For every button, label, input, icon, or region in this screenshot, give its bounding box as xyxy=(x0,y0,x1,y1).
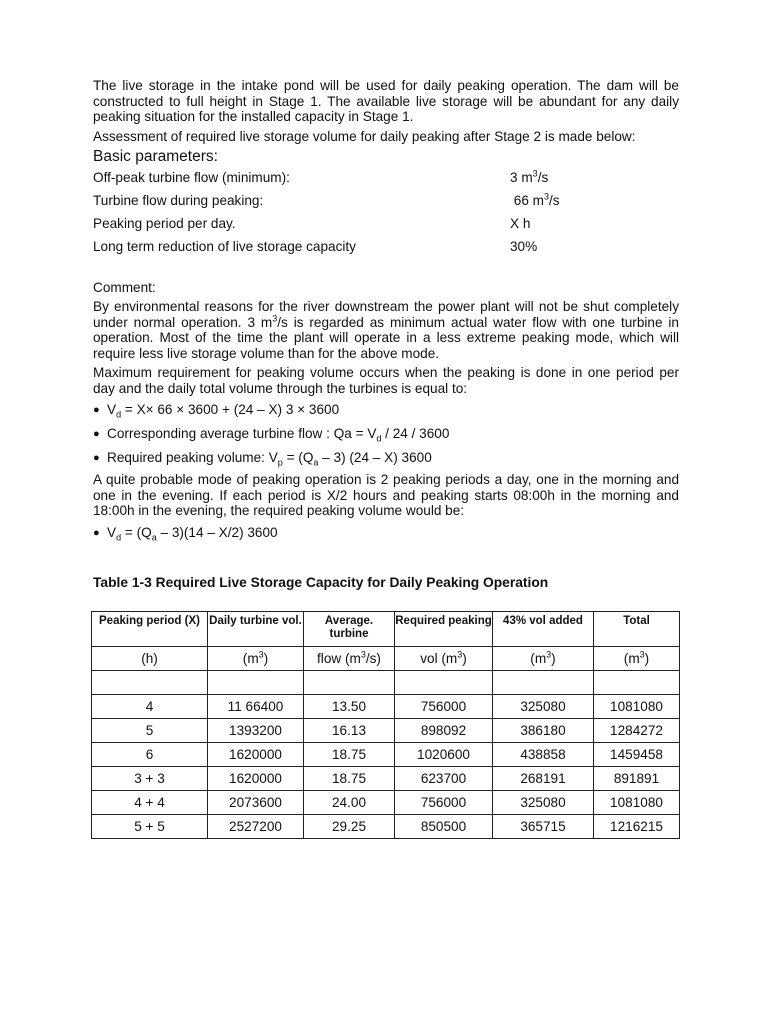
table-cell: 3 + 3 xyxy=(92,767,208,791)
two-period-paragraph: A quite probable mode of peaking operation is 2 peaking periods a day, one in the morning and one in the evening. If each period is X/2 hours and peaking starts 08:00h in the morning and 18:00h in the evening, the required peaking volume would be: xyxy=(93,472,679,518)
unit-cell: vol $(m^3)$ xyxy=(395,647,493,671)
table-row xyxy=(92,815,680,839)
table-header-row xyxy=(92,612,680,647)
table-cell: 13.50 xyxy=(304,695,395,719)
unit-cell: $(m^3)$ xyxy=(493,647,594,671)
parameter-row xyxy=(93,216,679,239)
table-cell: 386180 xyxy=(493,719,594,743)
table-cell: 1620000 xyxy=(208,743,304,767)
unit-cell: (h) xyxy=(92,647,208,671)
table-cell: 1284272 xyxy=(594,719,680,743)
table-cell: 850500 xyxy=(395,815,493,839)
table-cell: 24.00 xyxy=(304,791,395,815)
intro-paragraph: The live storage in the intake pond will be used for daily peaking operation. The dam will be constructed to full height in Stage 1. The available live storage will be abundant for any daily peaking situation for the installed capacity in Stage 1. xyxy=(93,78,679,124)
parameter-value: 66 $m^3/s$ xyxy=(510,190,560,208)
table-cell: 268191 xyxy=(493,767,594,791)
parameter-label: Long term reduction of live storage capacity xyxy=(93,238,356,254)
table-cell: 5 + 5 xyxy=(92,815,208,839)
unit-cell: $(m^3)$ xyxy=(594,647,680,671)
document-body xyxy=(93,78,679,590)
table-row xyxy=(92,695,680,719)
table-cell: 1081080 xyxy=(594,791,680,815)
table-cell: 1216215 xyxy=(594,815,680,839)
table-row xyxy=(92,743,680,767)
column-header: Average. turbine xyxy=(304,612,395,647)
table-cell: 11 66400 xyxy=(208,695,304,719)
parameter-value: 3 $m^3/s$ xyxy=(510,167,549,185)
formula-two-period-volume: ● $V_d = (Q_a - 3)(14 - X/2)$ 3600 xyxy=(93,524,278,543)
table-body xyxy=(92,695,680,839)
formula-daily-volume: ● $V_d = X\times 66 \times 3600 + (24 - X) 3 \times 3600$ xyxy=(93,402,340,420)
parameters-list xyxy=(93,167,679,262)
parameter-row xyxy=(93,190,679,216)
table-cell: 16.13 xyxy=(304,719,395,743)
comment-paragraph: By environmental reasons for the river downstream the power plant will not be shut completely under normal operation. 3 $m^3/s$ is regarded as minimum actual water flow with one turbine in operation. Most of the time the plant will operate in a less extreme peaking mode, which will require less live storage volume than for the above mode. xyxy=(93,299,679,361)
unit-cell: $(m^3)$ xyxy=(208,647,304,671)
parameter-label: Turbine flow during peaking: xyxy=(93,192,264,208)
table-cell: 623700 xyxy=(395,767,493,791)
column-header: 43% vol added xyxy=(493,612,594,647)
table-row xyxy=(92,791,680,815)
table-empty-row xyxy=(92,671,680,695)
maximum-requirement-paragraph: Maximum requirement for peaking volume occurs when the peaking is done in one period per day and the daily total volume through the turbines is equal to: xyxy=(93,365,679,396)
column-header: Required peaking xyxy=(395,612,493,647)
bullet-icon: ● xyxy=(93,404,100,416)
parameter-row xyxy=(93,167,679,193)
table-title: Table 1-3 Required Live Storage Capacity for Daily Peaking Operation xyxy=(93,574,549,590)
table-cell: 2527200 xyxy=(208,815,304,839)
table-cell: 365715 xyxy=(493,815,594,839)
table-cell: 4 xyxy=(92,695,208,719)
table-cell: 1081080 xyxy=(594,695,680,719)
table-cell: 898092 xyxy=(395,719,493,743)
table-cell: 5 xyxy=(92,719,208,743)
table-cell: 756000 xyxy=(395,695,493,719)
bullet-icon: ● xyxy=(93,452,100,464)
table-cell: 325080 xyxy=(493,695,594,719)
table-row xyxy=(92,719,680,743)
table-cell: 1020600 xyxy=(395,743,493,767)
assessment-paragraph: Assessment of required live storage volume for daily peaking after Stage 2 is made below: xyxy=(93,128,636,144)
table-cell: 4 + 4 xyxy=(92,791,208,815)
table-cell: 438858 xyxy=(493,743,594,767)
basic-parameters-heading: Basic parameters: xyxy=(93,148,218,165)
formula-list-two-period xyxy=(93,525,679,549)
table-cell: 2073600 xyxy=(208,791,304,815)
table-cell: 325080 xyxy=(493,791,594,815)
table-cell: 891891 xyxy=(594,767,680,791)
bullet-icon: ● xyxy=(93,526,100,539)
table-cell: 756000 xyxy=(395,791,493,815)
formula-peaking-volume: ● Required peaking volume: $V_p = (Q_a - 3)$ (24 – X) 3600 xyxy=(93,450,432,468)
column-header: Total xyxy=(594,612,680,647)
bullet-icon: ● xyxy=(93,428,100,440)
table-cell: 1393200 xyxy=(208,719,304,743)
table-cell: 29.25 xyxy=(304,815,395,839)
parameter-label: Peaking period per day. xyxy=(93,215,236,231)
column-header: Daily turbine vol. xyxy=(208,612,304,647)
live-storage-table xyxy=(91,611,680,839)
column-header: Peaking period (X) xyxy=(92,612,208,647)
parameter-value: X h xyxy=(510,215,531,231)
unit-cell: flow $(m^3/s)$ xyxy=(304,647,395,671)
formula-list xyxy=(93,402,679,474)
parameter-label: Off-peak turbine flow (minimum): xyxy=(93,169,290,185)
table-cell: 1459458 xyxy=(594,743,680,767)
parameter-value: 30% xyxy=(510,238,538,254)
table-cell: 18.75 xyxy=(304,743,395,767)
table-row xyxy=(92,767,680,791)
formula-average-flow: ● Corresponding average turbine flow : $Qa = V_d / 24 / 3600$ xyxy=(93,426,450,444)
table-cell: 6 xyxy=(92,743,208,767)
parameter-row xyxy=(93,239,679,262)
table-cell: 18.75 xyxy=(304,767,395,791)
table-units-row xyxy=(92,647,680,671)
comment-heading: Comment: xyxy=(93,279,156,295)
table-cell: 1620000 xyxy=(208,767,304,791)
